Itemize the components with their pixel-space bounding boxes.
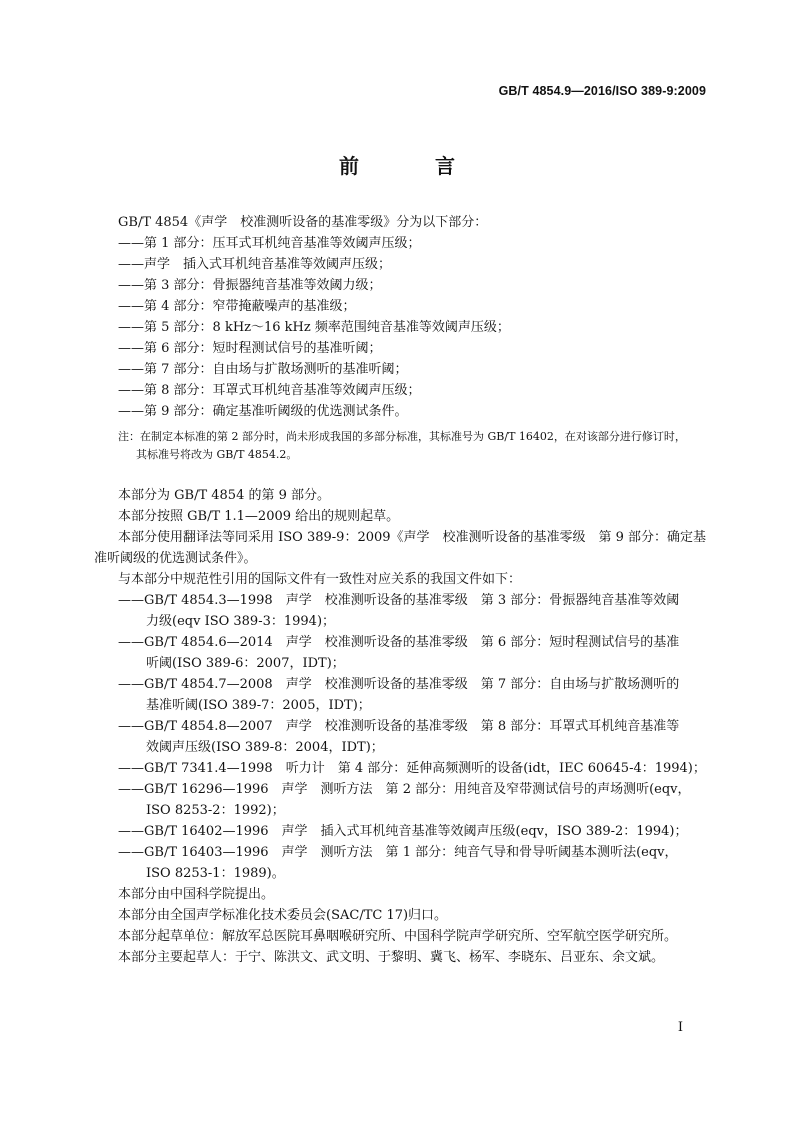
body-text	[94, 485, 710, 968]
part-item: ——第 3 部分：骨振器纯音基准等效阈力级；	[118, 278, 382, 293]
part-item: ——第 7 部分：自由场与扩散场测听的基准听阈；	[118, 362, 408, 377]
parts-intro: GB/T 4854《声学 校准测听设备的基准零级》分为以下部分：	[118, 215, 488, 230]
part-item: ——第 5 部分：8 kHz～16 kHz 频率范围纯音基准等效阈声压级；	[118, 320, 510, 335]
reference-line: ——GB/T 16296—1996 声学 测听方法 第 2 部分：用纯音及窄带测试信号的声场测听(eqv，	[118, 782, 691, 797]
closing-drafters: 本部分主要起草人：于宁、陈洪文、武文明、于黎明、冀飞、杨军、李晓东、吕亚东、余文斌。	[118, 950, 665, 965]
page-number: I	[677, 1020, 683, 1035]
reference-item	[118, 674, 710, 716]
note	[118, 428, 718, 464]
reference-item	[118, 716, 710, 758]
reference-line: ——GB/T 4854.6—2014 声学 校准测听设备的基准零级 第 6 部分：短时程测试信号的基准	[118, 635, 680, 650]
parts-list	[118, 212, 718, 422]
reference-item	[118, 590, 710, 632]
part-item: ——第 6 部分：短时程测试信号的基准听阈；	[118, 341, 382, 356]
reference-item	[118, 632, 710, 674]
note-line: 注：在制定本标准的第 2 部分时，尚未形成我国的多部分标准，其标准号为 GB/T 16402，在对该部分进行修订时，	[118, 430, 686, 443]
reference-line: ISO 8253-2：1992)；	[146, 803, 285, 818]
closing-drafting-units: 本部分起草单位：解放军总医院耳鼻咽喉研究所、中国科学院声学研究所、空军航空医学研究所。	[118, 929, 678, 944]
paragraph-continuation: 准听阈级的优选测试条件》。	[94, 551, 257, 566]
reference-line: ——GB/T 4854.3—1998 声学 校准测听设备的基准零级 第 3 部分：骨振器纯音基准等效阈	[118, 593, 680, 608]
part-item: ——第 8 部分：耳罩式耳机纯音基准等效阈声压级；	[118, 383, 421, 398]
closing-centralized: 本部分由全国声学标准化技术委员会(SAC/TC 17)归口。	[118, 908, 448, 923]
reference-item	[118, 821, 710, 842]
part-item: ——第 4 部分：窄带掩蔽噪声的基准级；	[118, 299, 356, 314]
page-title: 前 言	[339, 154, 483, 178]
part-item: ——第 9 部分：确定基准听阈级的优选测试条件。	[118, 404, 408, 419]
reference-line: ——GB/T 4854.8—2007 声学 校准测听设备的基准零级 第 8 部分：耳罩式耳机纯音基准等	[118, 719, 680, 734]
reference-item	[118, 842, 710, 884]
reference-item	[118, 779, 710, 821]
reference-line: ——GB/T 7341.4—1998 听力计 第 4 部分：延伸高频测听的设备(idt，IEC 60645-4：1994)；	[118, 761, 706, 776]
reference-item	[118, 758, 710, 779]
note-line: 其标准号将改为 GB/T 4854.2。	[136, 448, 298, 461]
reference-line: 基准听阈(ISO 389-7：2005，IDT)；	[146, 698, 371, 713]
closing-proposed: 本部分由中国科学院提出。	[118, 887, 275, 902]
standard-code: GB/T 4854.9—2016/ISO 389-9:2009	[498, 84, 706, 98]
part-item: ——声学 插入式耳机纯音基准等效阈声压级；	[118, 257, 392, 272]
reference-line: ISO 8253-1：1989)。	[146, 866, 285, 881]
reference-line: 效阈声压级(ISO 389-8：2004，IDT)；	[146, 740, 384, 755]
reference-line: 听阈(ISO 389-6：2007，IDT)；	[146, 656, 345, 671]
paragraph: 与本部分中规范性引用的国际文件有一致性对应关系的我国文件如下：	[118, 572, 522, 587]
paragraph: 本部分使用翻译法等同采用 ISO 389-9：2009《声学 校准测听设备的基准零级 第 9 部分：确定基	[118, 530, 707, 545]
reference-line: ——GB/T 4854.7—2008 声学 校准测听设备的基准零级 第 7 部分：自由场与扩散场测听的	[118, 677, 680, 692]
reference-line: ——GB/T 16402—1996 声学 插入式耳机纯音基准等效阈声压级(eqv，ISO 389-2：1994)；	[118, 824, 688, 839]
reference-line: 力级(eqv ISO 389-3：1994)；	[146, 614, 336, 629]
reference-line: ——GB/T 16403—1996 声学 测听方法 第 1 部分：纯音气导和骨导听阈基本测听法(eqv，	[118, 845, 678, 860]
paragraph: 本部分按照 GB/T 1.1—2009 给出的规则起草。	[118, 509, 400, 524]
paragraph: 本部分为 GB/T 4854 的第 9 部分。	[118, 488, 331, 503]
part-item: ——第 1 部分：压耳式耳机纯音基准等效阈声压级；	[118, 236, 421, 251]
